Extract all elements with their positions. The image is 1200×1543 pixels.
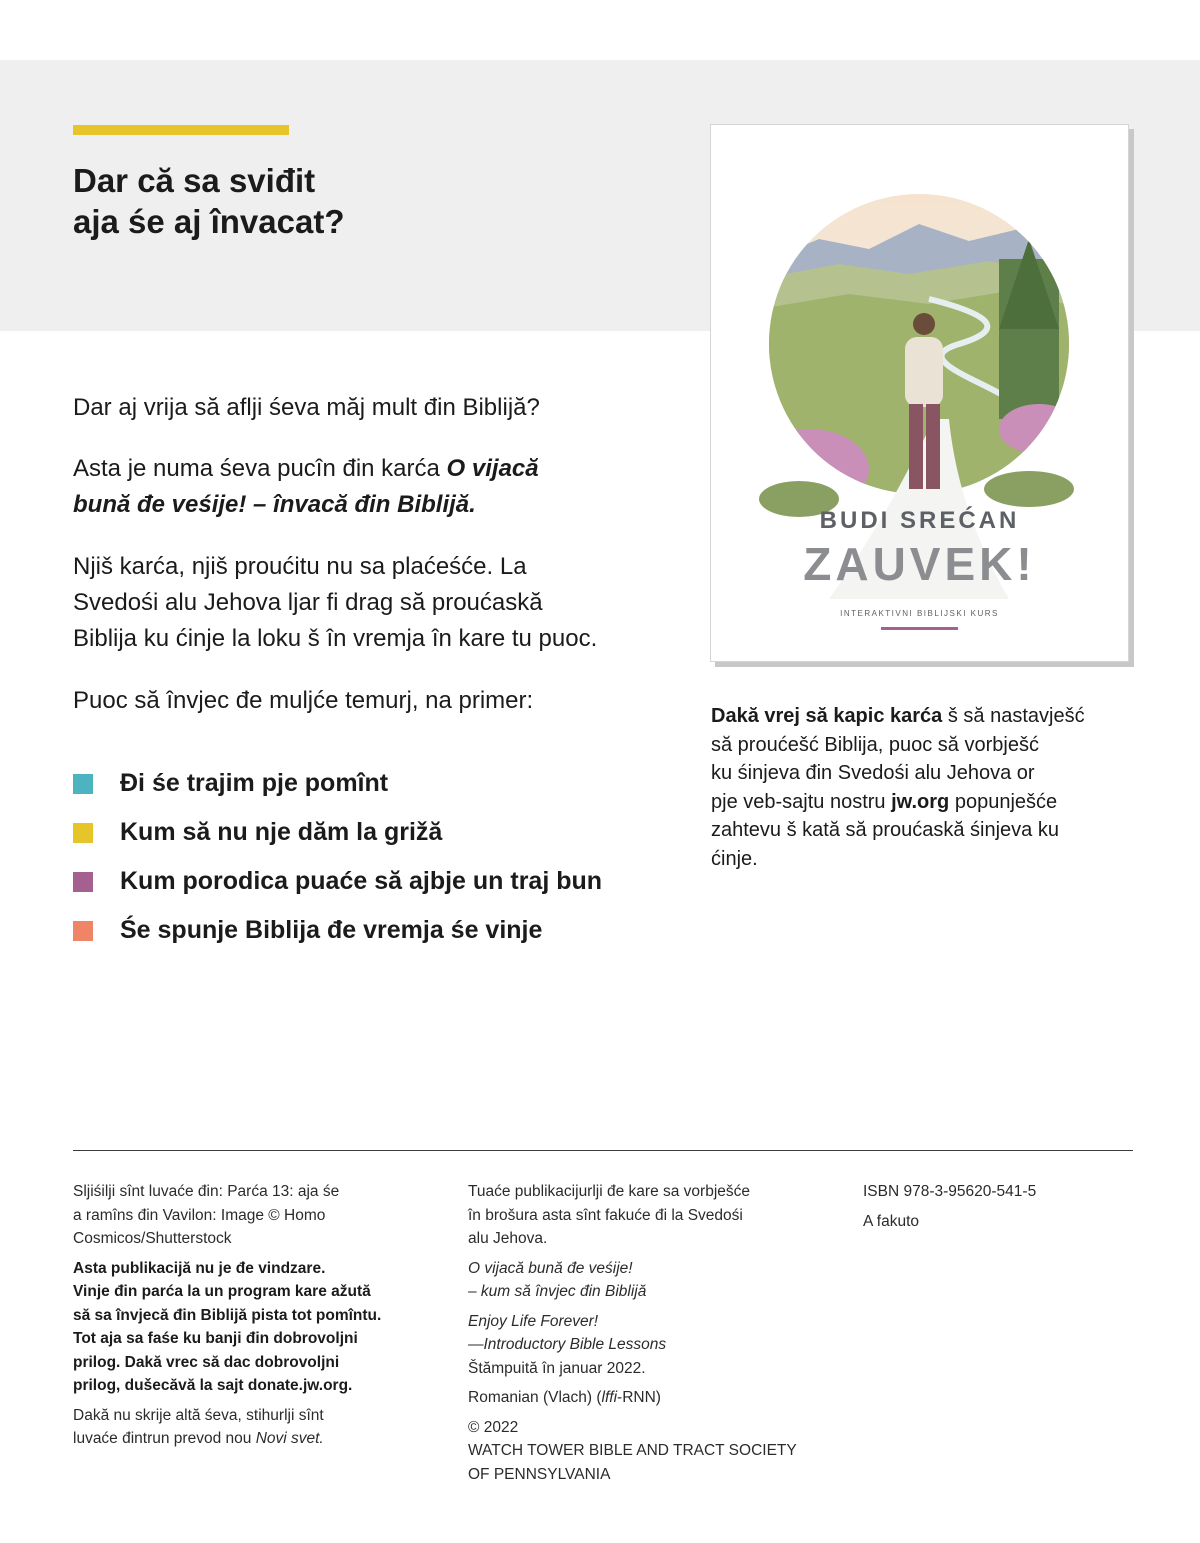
- copyright-year: © 2022: [468, 1418, 519, 1436]
- cover-title-line-2: ZAUVEK!: [803, 538, 1036, 590]
- publisher-line: OF PENNSYLVANIA: [468, 1465, 611, 1483]
- free-line-3: Biblija ku ćinje la loku š în vremja în kare tu puoc.: [73, 625, 598, 652]
- list-item: [73, 906, 602, 955]
- language-code: [468, 1386, 828, 1410]
- request-line-4: pje veb-sajtu nostru: [711, 790, 892, 813]
- notice-line: prilog, dušecăvă la sajt donate.jw.org.: [73, 1377, 353, 1394]
- topic-list: [73, 759, 602, 955]
- title-line: —Introductory Bible Lessons: [468, 1336, 667, 1353]
- title-line: – kum să învjec đin Biblijă: [468, 1283, 647, 1300]
- publications-note: [468, 1180, 828, 1251]
- not-for-sale-notice: [73, 1257, 433, 1398]
- title-english: [468, 1310, 828, 1381]
- topic-label: Śe spunje Biblija đe vremja śe vinje: [120, 916, 543, 944]
- bible-translation-note: [73, 1404, 433, 1451]
- lead-text: Asta je numa śeva pucîn đin karća: [73, 455, 447, 482]
- request-line-4-end: popunješće: [949, 790, 1058, 813]
- bible-note-text: luvaće đintrun prevod nou: [73, 1430, 256, 1447]
- square-bullet-icon: [73, 774, 93, 794]
- list-item: [73, 857, 602, 906]
- credit-line: Cosmicos/Shutterstock: [73, 1230, 232, 1247]
- cover-subtitle: INTERAKTIVNI BIBLIJSKI KURS: [840, 609, 999, 618]
- footer-column-3: [863, 1180, 1143, 1239]
- intro-free: [73, 549, 683, 657]
- title-line-2: aja śe aj învacat?: [73, 203, 345, 240]
- square-bullet-icon: [73, 872, 93, 892]
- pub-line: în brošura asta sînt fakuće đi la Svedośi: [468, 1206, 743, 1224]
- request-line-6: ćinje.: [711, 847, 758, 870]
- footer-column-2: [468, 1180, 828, 1492]
- language-text: Romanian (Vlach) (: [468, 1389, 602, 1406]
- intro-lead: [73, 451, 683, 523]
- page-title: [73, 160, 345, 242]
- notice-line: prilog. Dakă vrec să dac dobrovoljni: [73, 1353, 340, 1371]
- publisher-line: WATCH TOWER BIBLE AND TRACT SOCIETY: [468, 1442, 797, 1459]
- credit-line: Sljiśilji sînt luvaće đin: Parća 13: aja śe: [73, 1183, 340, 1200]
- printed-date: Štămpuită în januar 2022.: [468, 1359, 646, 1377]
- notice-line: Vinje đin parća la un program kare ažută: [73, 1283, 371, 1300]
- image-credit: [73, 1180, 433, 1251]
- bible-note-line: [73, 1427, 433, 1451]
- list-item: [73, 759, 602, 808]
- language-code-italic: lffi: [601, 1389, 618, 1406]
- site-link[interactable]: jw.org: [891, 790, 950, 813]
- request-study-text: [711, 702, 1141, 873]
- title-line: Enjoy Life Forever!: [468, 1312, 599, 1330]
- bible-note-line: Dakă nu skrije altă śeva, stihurlji sînt: [73, 1406, 324, 1424]
- footer-column-1: [73, 1180, 433, 1457]
- square-bullet-icon: [73, 823, 93, 843]
- title-line-1: Dar că sa sviđit: [73, 162, 316, 199]
- pub-line: Tuaće publikacijurlji đe kare sa vorbješće: [468, 1183, 751, 1200]
- book-title-2: bună đe veśije! – învacă đin Biblijă.: [73, 491, 476, 518]
- free-line-1: Njiš karća, njiš proućitu nu sa plaćeśće. La: [73, 553, 527, 580]
- footer-divider: [73, 1150, 1133, 1151]
- examples-lead: Puoc să învjec đe muljće temurj, na primer:: [73, 687, 534, 714]
- cover-title-line-1: BUDI SREĆAN: [819, 507, 1020, 534]
- language-code-end: -RNN): [617, 1389, 661, 1406]
- book-cover: [710, 124, 1129, 662]
- notice-line: Tot aja sa faśe ku banji đin dobrovoljni: [73, 1330, 358, 1347]
- title-line: O vijacă bună đe veśije!: [468, 1259, 633, 1277]
- credit-line: a ramîns đin Vavilon: Image © Homo: [73, 1206, 326, 1224]
- request-line-5: zahtevu š kată să proućaskă śinjeva ku: [711, 819, 1059, 841]
- pub-line: alu Jehova.: [468, 1230, 548, 1247]
- topic-label: Đi śe trajim pje pomînt: [120, 769, 389, 797]
- isbn: ISBN 978-3-95620-541-5: [863, 1183, 1037, 1200]
- request-line-2: să proućešć Biblija, puoc să vorbješć: [711, 733, 1039, 756]
- request-line-3: ku śinjeva đin Svedośi alu Jehova or: [711, 762, 1035, 784]
- list-item: [73, 808, 602, 857]
- intro-question: Dar aj vrija să aflji śeva măj mult đin Biblijă?: [73, 394, 540, 421]
- notice-line: să sa învjecă đin Biblijă pista tot pomîntu.: [73, 1306, 382, 1324]
- bible-translation-name: Novi svet.: [255, 1430, 324, 1447]
- title-local: [468, 1257, 828, 1304]
- square-bullet-icon: [73, 921, 93, 941]
- request-bold-lead: Dakă vrej să kapic karća: [711, 705, 943, 727]
- cover-accent-line: [881, 627, 958, 630]
- book-title-1: O vijacă: [446, 455, 539, 482]
- copyright: [468, 1416, 828, 1487]
- request-line-1: š să nastavješć: [942, 705, 1085, 727]
- free-line-2: Svedośi alu Jehova ljar fi drag să proućaskă: [73, 589, 543, 616]
- accent-bar: [73, 125, 289, 135]
- topic-label: Kum să nu nje dăm la grižă: [120, 818, 443, 846]
- made-in: A fakuto: [863, 1212, 920, 1230]
- notice-line: Asta publikacijă nu je đe vindzare.: [73, 1259, 326, 1277]
- topic-label: Kum porodica puaće să ajbje un traj bun: [120, 867, 603, 895]
